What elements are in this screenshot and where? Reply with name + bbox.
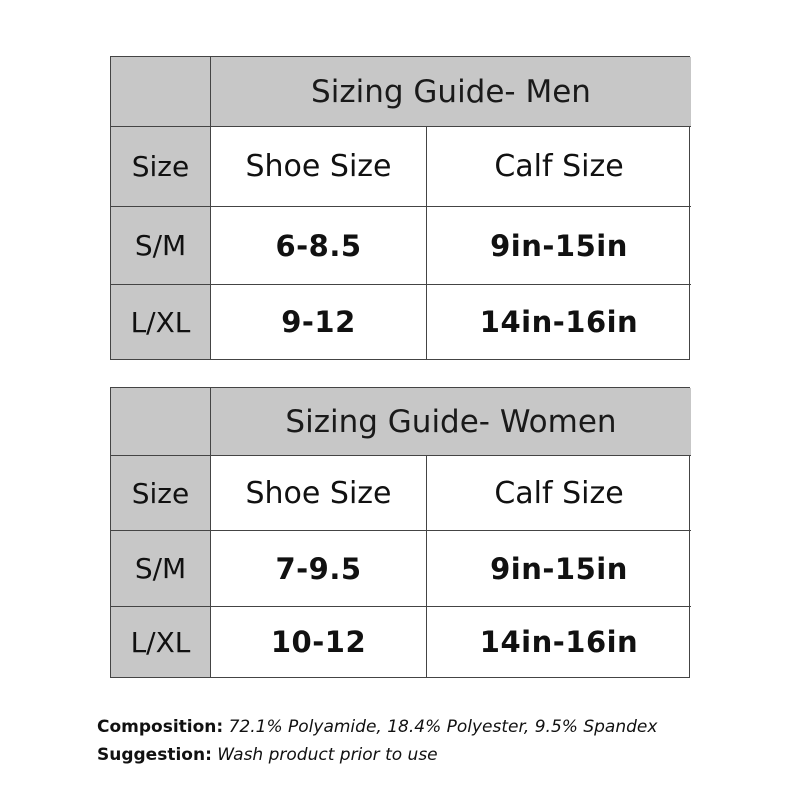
calf-size-value: 14in-16in <box>479 305 639 339</box>
composition-line <box>97 713 657 741</box>
product-notes <box>97 713 657 769</box>
suggestion-line <box>97 741 657 769</box>
size-label: L/XL <box>111 607 211 677</box>
table-title: Sizing Guide- Women <box>211 388 691 456</box>
shoe-size-value: 7-9.5 <box>211 531 427 607</box>
calf-size-value: 9in-15in <box>427 531 691 607</box>
calf-size-header: Calf Size <box>427 456 691 531</box>
table-title: Sizing Guide- Men <box>211 57 691 127</box>
suggestion-value: Wash product prior to use <box>217 745 438 765</box>
corner-cell <box>111 388 211 456</box>
shoe-size-value: 9-12 <box>211 285 427 359</box>
size-header: Size <box>111 127 211 207</box>
size-label: S/M <box>111 531 211 607</box>
shoe-size-value: 10-12 <box>211 607 427 677</box>
composition-label: Composition: <box>97 717 224 737</box>
suggestion-label: Suggestion: <box>97 745 212 765</box>
sizing-table-women <box>110 387 690 678</box>
sizing-table-men <box>110 56 690 360</box>
size-header: Size <box>111 456 211 531</box>
size-label: S/M <box>111 207 211 285</box>
shoe-size-header: Shoe Size <box>211 456 427 531</box>
calf-size-value: 14in-16in <box>479 625 639 659</box>
calf-size-header: Calf Size <box>427 127 691 207</box>
corner-cell <box>111 57 211 127</box>
calf-size-value: 9in-15in <box>427 207 691 285</box>
shoe-size-header: Shoe Size <box>211 127 427 207</box>
shoe-size-value: 6-8.5 <box>211 207 427 285</box>
size-label: L/XL <box>111 285 211 359</box>
composition-value: 72.1% Polyamide, 18.4% Polyester, 9.5% Spandex <box>228 717 658 737</box>
